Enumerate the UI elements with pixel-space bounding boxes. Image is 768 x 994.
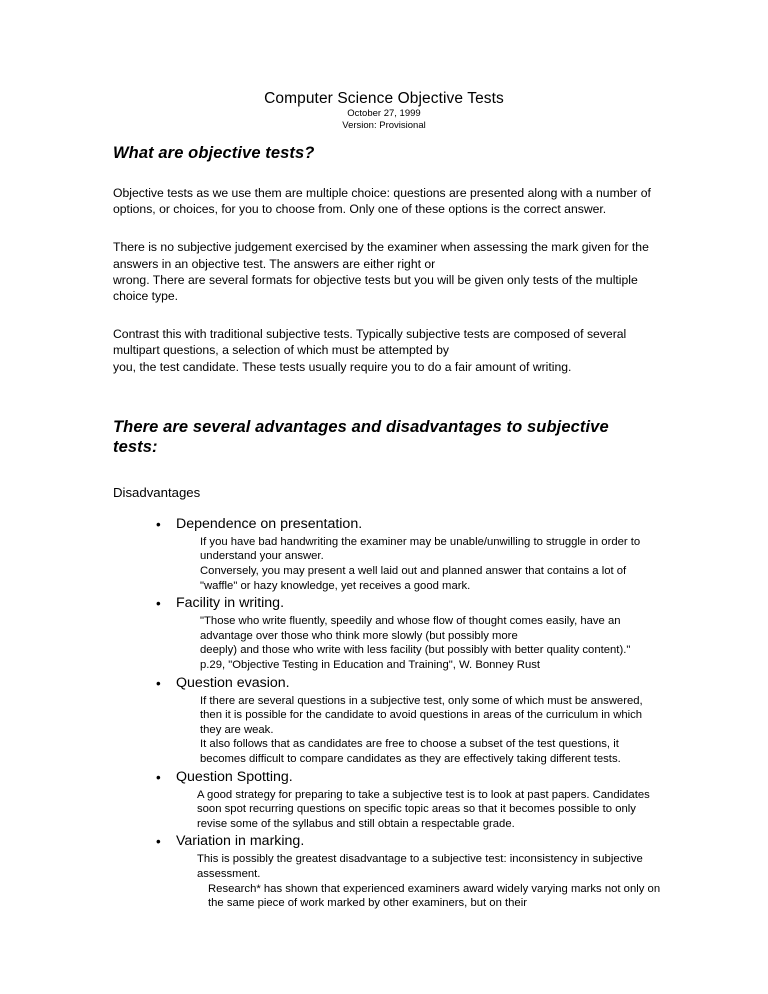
paragraph-3-line-1: Contrast this with traditional subjective tests. Typically subjective tests are composed of several multipart questions, a selection of which must be attempted by (113, 327, 627, 358)
paragraph-3-line-2: you, the test candidate. These tests usually require you to do a fair amount of writing. (113, 359, 572, 374)
heading-advantages-disadvantages-wrap (113, 417, 653, 457)
heading-advantages-disadvantages: There are several advantages and disadvantages to subjective tests: (113, 417, 609, 456)
document-title: Computer Science Objective Tests (264, 90, 504, 107)
list-item-title: Question evasion. (176, 674, 290, 691)
list-item-title: Facility in writing. (176, 595, 285, 612)
paragraph-definition: Objective tests as we use them are multiple choice: questions are presented along with a number of options, or choices, for you to choose from. Only one of these options is the correct answer. (113, 186, 651, 217)
list-item (113, 593, 665, 672)
document-version: Version: Provisional (342, 119, 426, 131)
list-item (113, 831, 665, 910)
list-item-detail: If there are several questions in a subjective test, only some of which must be answered, then it is possible for the candidate to avoid questions in areas of the curriculum in which they are weak. (200, 694, 643, 736)
list-item (113, 673, 665, 767)
disadvantages-list (113, 514, 665, 911)
list-item-quote: "Those who write fluently, speedily and whose flow of thought comes easily, have an advantage over those who think more slowly (but possibly more (200, 615, 621, 642)
paragraph-2-line-2: wrong. There are several formats for objective tests but you will be given only tests of the multiple choice type. (113, 272, 638, 304)
list-item-citation: p.29, "Objective Testing in Education and Training", W. Bonney Rust (200, 658, 541, 671)
heading-objective-tests-wrap (113, 143, 665, 163)
list-item-title: Dependence on presentation. (176, 515, 363, 532)
paragraph-2-line-1: There is no subjective judgement exercised by the examiner when assessing the mark given for the answers in an objective test. The answers are either right or (113, 240, 649, 271)
list-item-detail: It also follows that as candidates are free to choose a subset of the test questions, it becomes difficult to compare candidates as they are effectively taking different tests. (200, 738, 638, 765)
list-item-title: Variation in marking. (176, 833, 305, 850)
document-title-block (0, 89, 768, 131)
document-body (113, 143, 665, 911)
bullet-icon: • (156, 596, 161, 612)
bullet-icon: • (156, 675, 161, 691)
list-item-detail: A good strategy for preparing to take a subjective test is to look at past papers. Candidates soon spot recurring questions on specific topic areas so that it becomes possible to only revise some of the syllabus and still obtain a respectable grade. (197, 788, 650, 830)
list-item-research-note: Research* has shown that experienced examiners award widely varying marks not only on the same piece of work marked by other examiners, but on their (208, 882, 661, 910)
list-item (113, 514, 665, 593)
list-item-title: Question Spotting. (176, 768, 293, 785)
bullet-icon: • (156, 516, 161, 532)
label-disadvantages: Disadvantages (113, 484, 201, 500)
paragraph-contrast-subjective (113, 326, 665, 375)
bullet-icon: • (156, 834, 161, 850)
list-item-detail: Conversely, you may present a well laid out and planned answer that contains a lot of "waffle" or hazy knowledge, yet receives a good mark. (200, 565, 627, 592)
bullet-icon: • (156, 769, 161, 785)
heading-objective-tests: What are objective tests? (113, 144, 315, 162)
paragraph-no-subjective-judgement (113, 239, 665, 304)
list-item-detail: This is possibly the greatest disadvantage to a subjective test: inconsistency in subjective assessment. (197, 853, 643, 880)
document-date: October 27, 1999 (347, 108, 421, 119)
list-item (113, 767, 665, 832)
list-item-detail: If you have bad handwriting the examiner may be unable/unwilling to struggle in order to understand your answer. (200, 535, 641, 563)
list-item-quote: deeply) and those who write with less facility (but possibly with better quality content)." (200, 644, 631, 657)
